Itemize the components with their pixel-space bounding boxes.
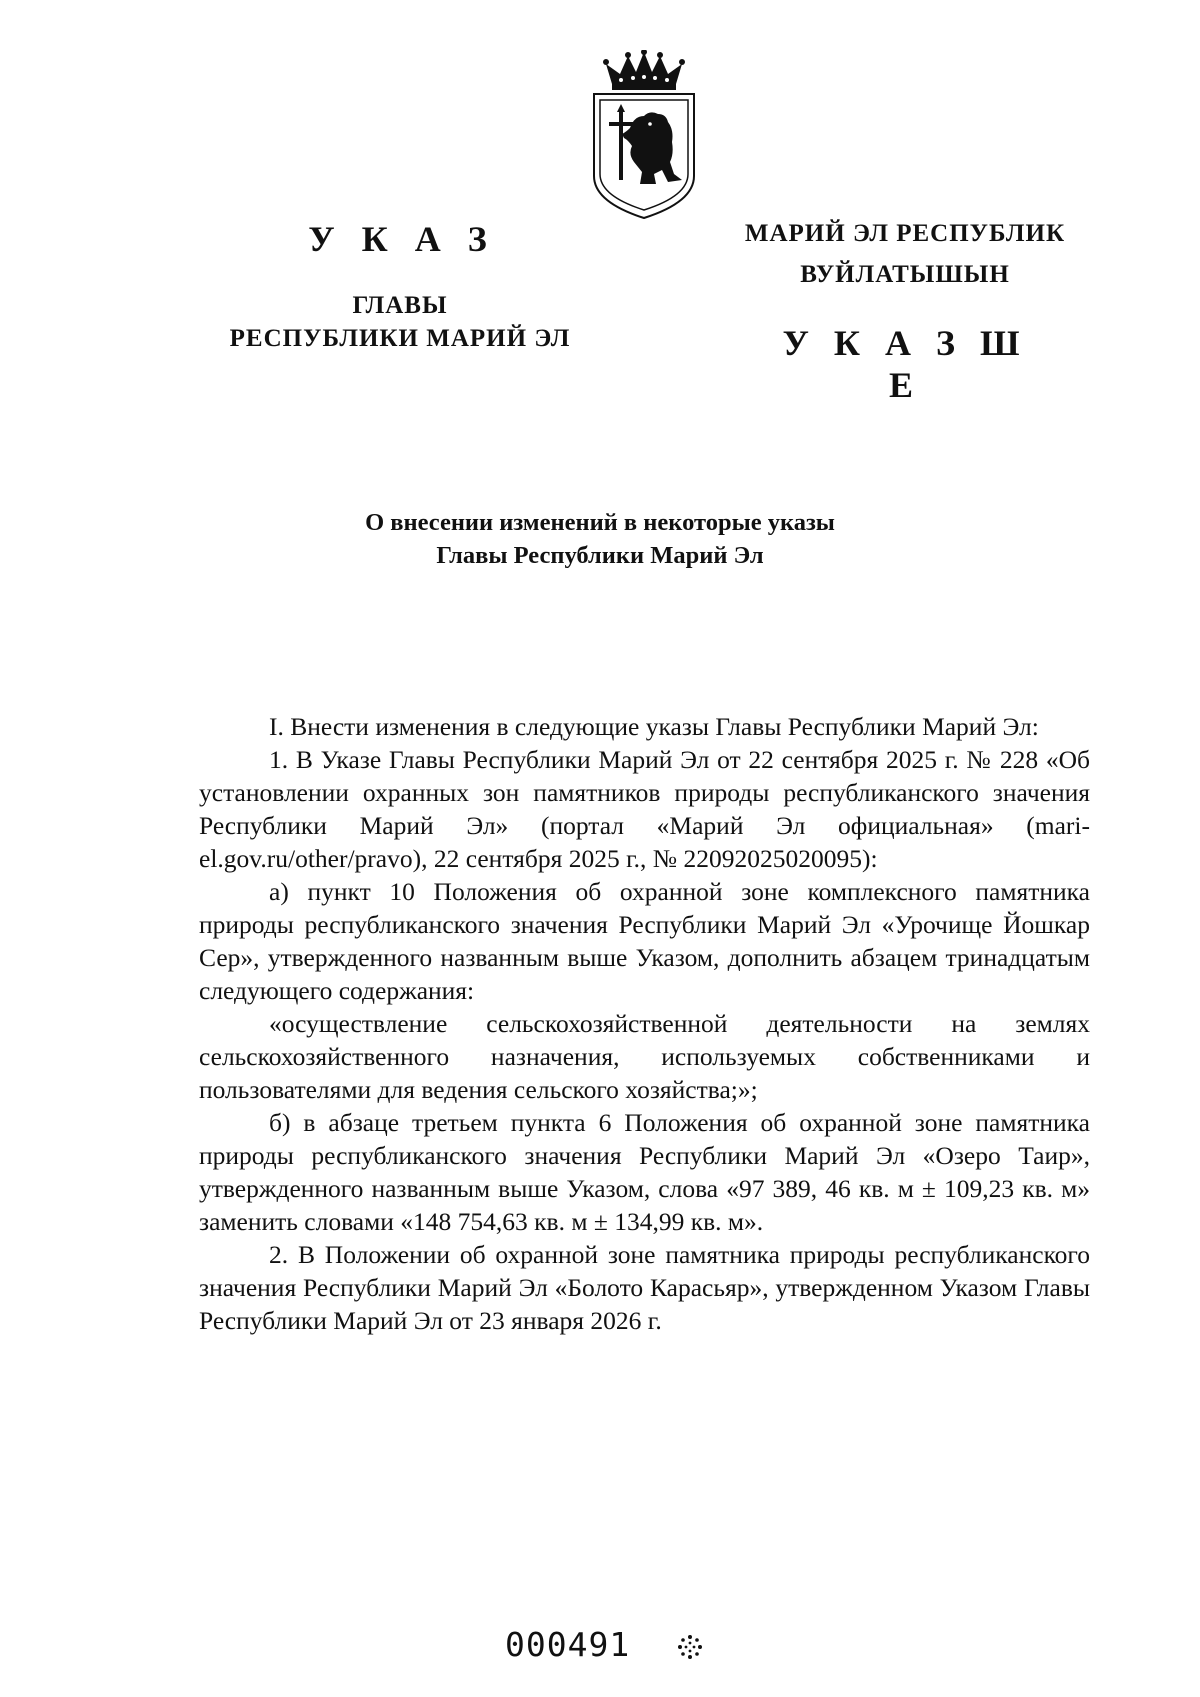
issuer-mari-line-1: МАРИЙ ЭЛ РЕСПУБЛИК <box>744 220 1066 247</box>
serial-number: 000491 <box>505 1625 631 1664</box>
star-ornament-icon <box>677 1634 703 1660</box>
coat-of-arms-icon <box>588 50 700 220</box>
issuer-line-1: ГЛАВЫ <box>352 292 448 319</box>
decree-body <box>199 710 1090 1337</box>
subject-line-1: О внесении изменений в некоторые указы <box>365 509 835 536</box>
body-paragraph: «осуществление сельскохозяйственной деятельности на землях сельскохозяйственного назначения, используемых собственниками и пользователями для ведения сельского хозяйства;»; <box>199 1009 1090 1104</box>
decree-subject <box>300 506 900 572</box>
body-paragraph: 1. В Указе Главы Республики Марий Эл от 22 сентября 2025 г. № 228 «Об установлении охранных зон памятников природы республиканского значения Республики Марий Эл» (портал «Марий Эл официальная» (mari-el.gov.ru/other/pravo), 22 сентября 2025 г., № 22092025020095): <box>199 745 1090 873</box>
issuer-mari-line-2: ВУЙЛАТЫШЫН <box>800 261 1010 288</box>
body-paragraph: б) в абзаце третьем пункта 6 Положения об охранной зоне памятника природы республиканского значения Республики Марий Эл «Озеро Таир», утвержденного названным выше Указом, слова «97 389, 46 кв. м ± 109,23 кв. м» заменить словами «148 754,63 кв. м ± 134,99 кв. м». <box>199 1108 1090 1236</box>
subject-line-2: Главы Республики Марий Эл <box>436 542 764 569</box>
issuer-line-2: РЕСПУБЛИКИ МАРИЙ ЭЛ <box>229 325 571 352</box>
body-paragraph: I. Внести изменения в следующие указы Главы Республики Марий Эл: <box>269 712 1039 741</box>
body-paragraph: 2. В Положении об охранной зоне памятника природы республиканского значения Республики Марий Эл «Болото Карасьяр», утвержденном Указом Главы Республики Марий Эл от 23 января 2026 г. <box>199 1240 1090 1335</box>
decree-title-mari: У К А З Ш Е <box>782 323 1028 405</box>
body-paragraph: а) пункт 10 Положения об охранной зоне комплексного памятника природы республиканского значения Республики Марий Эл «Урочище Йошкар Сер», утвержденного названным выше Указом, дополнить абзацем тринадцатым следующего содержания: <box>199 877 1090 1005</box>
decree-title: У К А З <box>308 219 496 259</box>
